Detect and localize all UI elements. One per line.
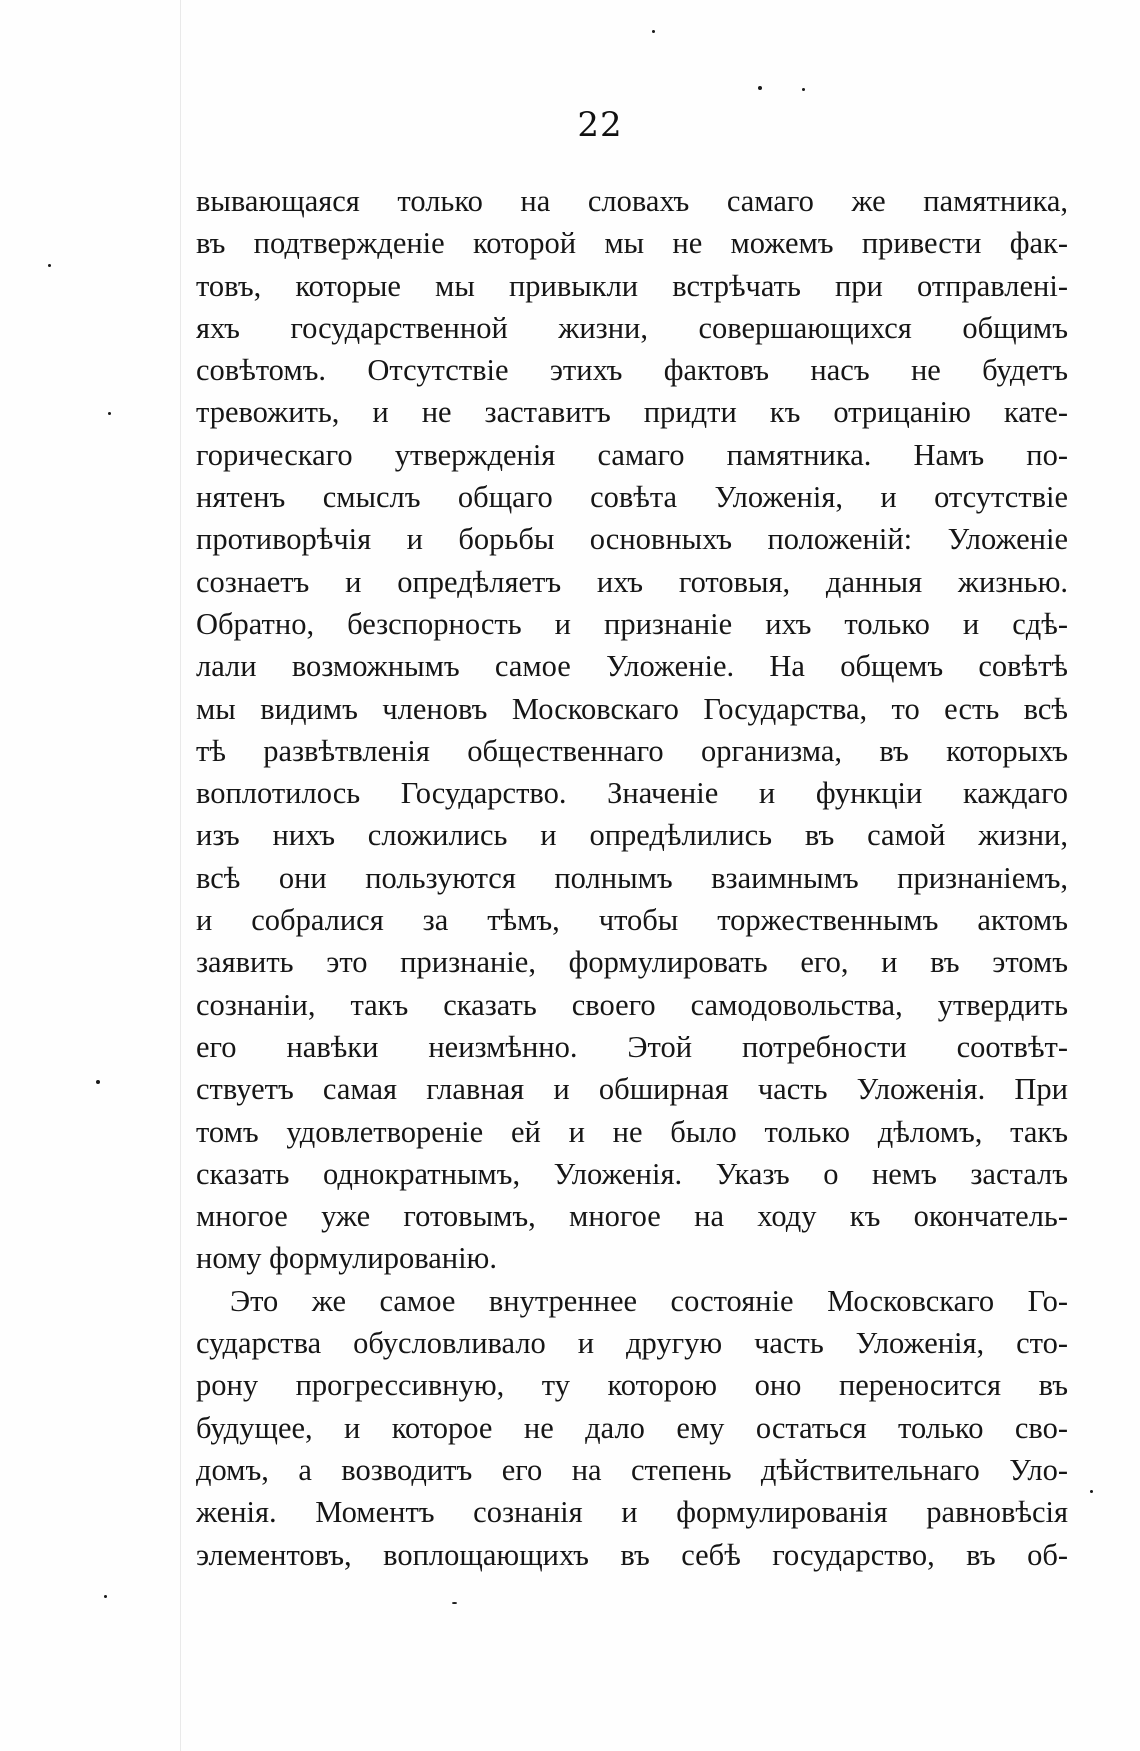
text-line: сказать однократнымъ, Уложенія. Указъ о немъ засталъ — [196, 1156, 1068, 1191]
text-line: товъ, которые мы привыкли встрѣчать при отправлені- — [196, 268, 1068, 303]
scan-speck — [104, 1595, 107, 1598]
text-line: его навѣки неизмѣнно. Этой потребности соотвѣт- — [196, 1029, 1068, 1064]
page-edge-line — [180, 0, 181, 1751]
text-line: домъ, а возводитъ его на степень дѣйствительнаго Уло- — [196, 1452, 1068, 1487]
text-line: ствуетъ самая главная и обширная часть Уложенія. При — [196, 1072, 1068, 1107]
scan-speck — [1090, 1490, 1093, 1493]
text-line: сознаніи, такъ сказать своего самодовольства, утвердить — [196, 987, 1068, 1022]
text-line: горическаго утвержденія самаго памятника. Намъ по- — [196, 437, 1068, 472]
text-line: совѣтомъ. Отсутствіе этихъ фактовъ насъ не будетъ — [196, 353, 1068, 388]
text-line: элементовъ, воплощающихъ въ себѣ государство, въ об- — [196, 1537, 1068, 1572]
scan-speck — [452, 1602, 457, 1604]
text-line: и собралися за тѣмъ, чтобы торжественнымъ актомъ — [196, 903, 1068, 938]
text-line: сознаетъ и опредѣляетъ ихъ готовыя, данныя жизнью. — [196, 564, 1068, 599]
text-line: многое уже готовымъ, многое на ходу къ окончатель- — [196, 1199, 1068, 1234]
text-line: воплотилось Государство. Значеніе и функціи каждаго — [196, 776, 1068, 811]
text-line: томъ удовлетвореніе ей и не было только дѣломъ, такъ — [196, 1114, 1068, 1149]
text-line: тревожить, и не заставитъ придти къ отрицанію кате- — [196, 395, 1068, 430]
text-line: заявить это признаніе, формулировать его, и въ этомъ — [196, 945, 1068, 980]
text-line: изъ нихъ сложились и опредѣлились въ самой жизни, — [196, 818, 1068, 853]
text-line: ному формулированію. — [196, 1241, 497, 1276]
body-text — [196, 180, 1068, 1576]
scan-speck — [48, 264, 51, 267]
text-line: сударства обусловливало и другую часть Уложенія, сто- — [196, 1326, 1068, 1361]
text-line: Обратно, безспорность и признаніе ихъ только и сдѣ- — [196, 606, 1068, 641]
scan-speck — [96, 1080, 100, 1084]
text-line: противорѣчія и борьбы основныхъ положеній: Уложеніе — [196, 522, 1068, 557]
text-line: рону прогрессивную, ту которою оно переносится въ — [196, 1368, 1068, 1403]
text-line: всѣ они пользуются полнымъ взаимнымъ признаніемъ, — [196, 860, 1068, 895]
scan-speck — [802, 88, 805, 91]
text-line: женія. Моментъ сознанія и формулированія равновѣсія — [196, 1495, 1068, 1530]
text-line: въ подтвержденіе которой мы не можемъ привести фак- — [196, 226, 1068, 261]
text-line: яхъ государственной жизни, совершающихся общимъ — [196, 310, 1068, 345]
text-line: мы видимъ членовъ Московскаго Государства, то есть всѣ — [196, 691, 1068, 726]
page-number: 22 — [577, 105, 623, 145]
text-line: тѣ развѣтвленія общественнаго организма, въ которыхъ — [196, 733, 1068, 768]
scan-speck — [108, 412, 111, 415]
paragraph-first-line: Это же самое внутреннее состояніе Московскаго Го- — [230, 1283, 1068, 1318]
scan-speck — [758, 86, 762, 90]
text-line: будущее, и которое не дало ему остаться только сво- — [196, 1410, 1068, 1445]
text-line: вывающаяся только на словахъ самаго же памятника, — [196, 184, 1068, 218]
text-line: лали возможнымъ самое Уложеніе. На общемъ совѣтѣ — [196, 649, 1068, 684]
scan-speck — [652, 30, 655, 33]
text-line: нятенъ смыслъ общаго совѣта Уложенія, и отсутствіе — [196, 480, 1068, 515]
